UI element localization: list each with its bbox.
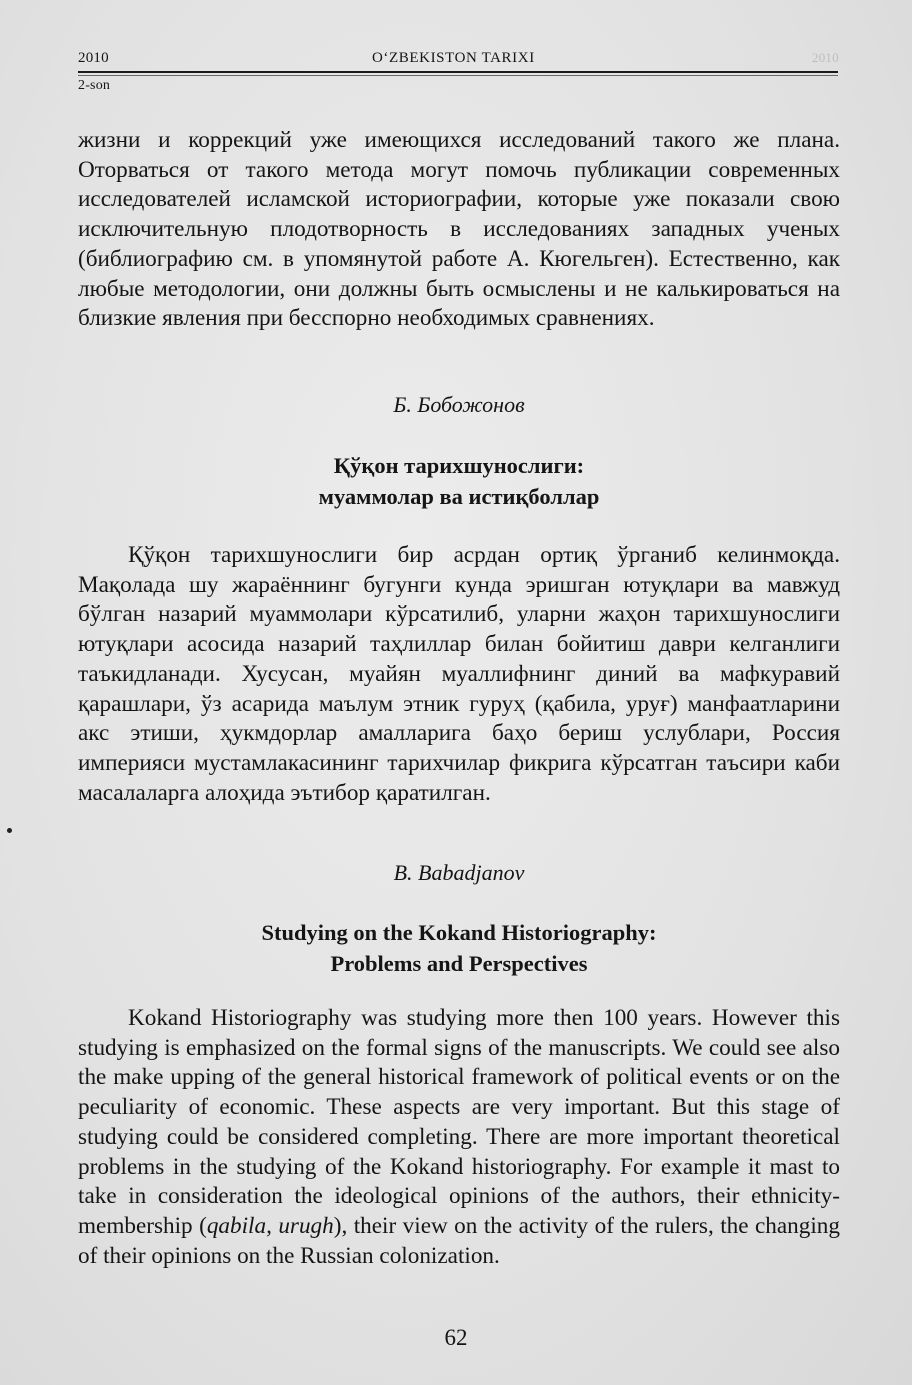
- intro-paragraph: жизни и коррекций уже имеющихся исследований такого же плана. Оторваться от такого метода могут помочь публикации современных исследователей исламской историографии, которые уже показали свою исключительную плодотворность в исследованиях западных ученых (библиографию см. в упомянутой работе А. Кюгельген). Естественно, как любые методологии, они должны быть осмыслены и не калькироваться на близкие явления при бесспорно необходимых сравнениях.: [78, 127, 840, 332]
- page-number: 62: [444, 1325, 468, 1350]
- english-paragraph-part-2: ), their view on the activity of the rulers, the changing of their opinions on the Russian colonization.: [78, 1212, 840, 1269]
- scan-speck: [7, 828, 12, 833]
- uzbek-abstract-title: [78, 450, 840, 512]
- header-journal-title: O‘ZBEKISTON TARIXI: [372, 50, 535, 66]
- header-rule-thin: [78, 75, 838, 76]
- english-title-line-1: Studying on the Kokand Historiography:: [261, 920, 657, 945]
- english-title-line-2: Problems and Perspectives: [330, 951, 588, 976]
- uzbek-abstract-author: Б. Бобожонов: [393, 392, 525, 417]
- english-abstract-author: B. Babadjanov: [393, 860, 525, 885]
- uzbek-abstract-paragraph: Қўқон тарихшунослиги бир асрдан ортиқ ўрганиб келинмоқда. Мақолада шу жараённинг бугунги кунда эришган ютуқлари ва мавжуд бўлган назарий муаммолари кўрсатилиб, уларни жаҳон тарихшунослиги ютуқлари асосида назарий таҳлиллар билан бойитиш даври келганлиги таъкидланади. Хусусан, муайян муаллифнинг диний ва мафкуравий қарашлари, ўз асарида маълум этник гуруҳ (қабила, уруғ) манфаатларини акс этиши, ҳукмдорлар амалларига баҳо бериш услублари, Россия империяси мустамлакасининг тарихчилар фикрига кўрсатган таъсири каби масалаларга алоҳида эътибор қаратилган.: [78, 542, 840, 806]
- header-rule: [78, 71, 838, 73]
- header-year: 2010: [78, 50, 109, 66]
- uzbek-title-line-1: Қўқон тарихшунослиги:: [333, 453, 585, 478]
- english-abstract-title: [78, 917, 840, 979]
- header-bleed-through-year: 2010: [812, 50, 839, 65]
- english-abstract-paragraph: [78, 1004, 840, 1271]
- header-issue: 2-son: [78, 78, 111, 93]
- uzbek-title-line-2: муаммолар ва истиқболлар: [318, 484, 600, 509]
- english-paragraph-italic-terms: qabila, urugh: [206, 1212, 334, 1239]
- english-paragraph-part-1: Kokand Historiography was studying more then 100 years. However this studying is emphasized on the formal signs of the manuscripts. We could see also the make upping of the general historical framework of political events or on the peculiarity of economic. These aspects are very important. But this stage of studying could be considered completing. There are more important theoretical problems in the studying of the Kokand historiography. For example it mast to take in consideration the ideological opinions of the authors, their ethnicity-membership (: [78, 1005, 840, 1239]
